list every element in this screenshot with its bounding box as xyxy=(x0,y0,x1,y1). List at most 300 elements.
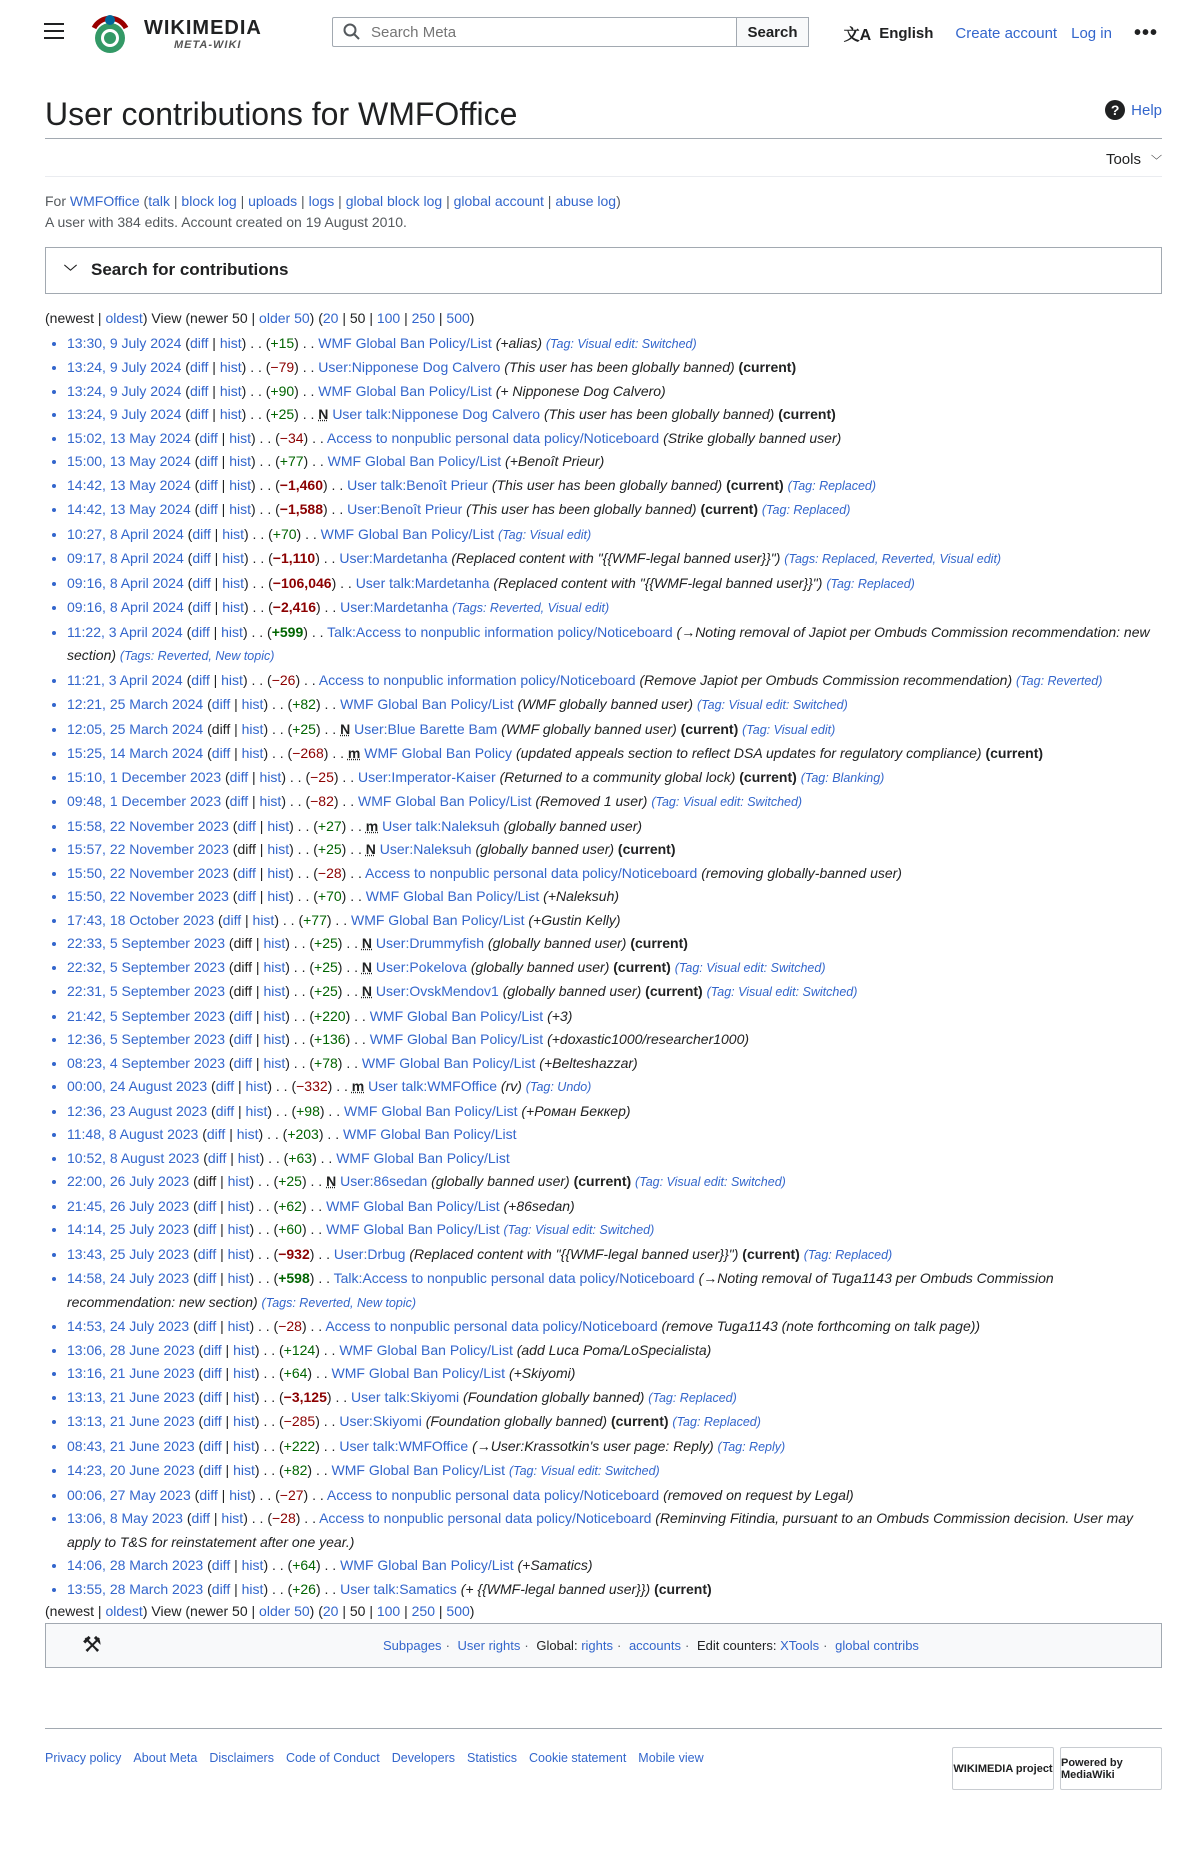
diff-link[interactable]: diff xyxy=(203,1413,222,1430)
contribution-date-link[interactable]: 21:42, 5 September 2023 xyxy=(67,1007,226,1024)
contribution-date-link[interactable]: 00:00, 24 August 2023 xyxy=(67,1078,208,1095)
diff-link[interactable]: diff xyxy=(229,793,249,810)
hist-link[interactable]: hist xyxy=(219,382,242,399)
diff-link[interactable]: diff xyxy=(192,574,211,591)
contribution-date-link[interactable]: 13:24, 9 July 2024 xyxy=(67,382,182,399)
tags-label[interactable]: (Tags: Replaced, Reverted, Visual edit) xyxy=(784,552,1002,567)
contribution-item: • 00:06, 27 May 2023 (diff | hist) . . (−27) . . Access to nonpublic personal data policy/Noticeboard (removed on request by Legal) xyxy=(67,1484,1162,1508)
hist-link[interactable]: hist xyxy=(222,550,244,567)
contribution-date-link[interactable]: 22:31, 5 September 2023 xyxy=(67,983,226,1000)
subpages-link[interactable]: Subpages xyxy=(383,1638,442,1654)
diff-link[interactable]: diff xyxy=(199,429,218,446)
hist-link[interactable]: hist xyxy=(221,671,243,688)
current-label: (current) xyxy=(778,406,836,423)
footer-link[interactable]: Mobile view xyxy=(638,1751,704,1765)
contribution-date-link[interactable]: 15:00, 13 May 2024 xyxy=(67,453,191,470)
diff-link[interactable]: diff xyxy=(203,1341,222,1358)
hist-link[interactable]: hist xyxy=(267,817,290,834)
block-log-link[interactable]: block log xyxy=(181,192,237,209)
contribution-date-link[interactable]: 10:52, 8 August 2023 xyxy=(67,1149,200,1166)
contribution-date-link[interactable]: 13:24, 9 July 2024 xyxy=(67,359,182,376)
contribution-item: • 13:30, 9 July 2024 (diff | hist) . . (+15) . . WMF Global Ban Policy/List (+alias) (Tag: Visual edit: Switched) xyxy=(67,332,1162,357)
abuse-log-link[interactable]: abuse log xyxy=(555,192,617,209)
page-link[interactable]: User talk:Benoît Prieur xyxy=(347,476,488,493)
diff-link[interactable]: diff xyxy=(203,1437,222,1454)
diff-link[interactable]: diff xyxy=(211,745,231,762)
hist-link[interactable]: hist xyxy=(219,406,242,423)
page-link[interactable]: WMF Global Ban Policy/List xyxy=(369,1007,544,1024)
hist-link[interactable]: hist xyxy=(222,599,244,616)
hist-link[interactable]: hist xyxy=(219,359,242,376)
newer-label: newer 50 xyxy=(190,309,248,326)
contribution-date-link[interactable]: 11:22, 3 April 2024 xyxy=(67,623,183,640)
diff-link[interactable]: diff xyxy=(203,1365,222,1382)
footer-link[interactable]: Code of Conduct xyxy=(285,1751,380,1765)
tags-label[interactable]: (Tag: Reply) xyxy=(717,1439,786,1454)
limit-link[interactable]: 100 xyxy=(376,1603,401,1620)
size-change: −268 xyxy=(292,745,324,762)
contribution-date-link[interactable]: 09:48, 1 December 2023 xyxy=(67,793,222,810)
oldest-link[interactable]: oldest xyxy=(105,309,143,326)
diff-link[interactable]: diff xyxy=(189,406,209,423)
hist-link[interactable]: hist xyxy=(241,1557,264,1574)
hist-link[interactable]: hist xyxy=(227,1245,250,1262)
page-link[interactable]: WMF Global Ban Policy/List xyxy=(318,334,492,351)
diff-link[interactable]: diff xyxy=(203,1388,222,1405)
site-logo[interactable] xyxy=(84,8,262,60)
limit-label: 50 xyxy=(349,309,366,326)
diff-link[interactable]: diff xyxy=(237,864,256,881)
diff-link[interactable]: diff xyxy=(197,1197,217,1214)
limit-link[interactable]: 250 xyxy=(411,309,435,326)
hist-link[interactable]: hist xyxy=(227,1197,250,1214)
diff-link[interactable]: diff xyxy=(222,911,242,928)
hist-link[interactable]: hist xyxy=(221,1510,244,1527)
page-link[interactable]: WMF Global Ban Policy/List xyxy=(326,1221,500,1238)
diff-link[interactable]: diff xyxy=(197,1221,217,1238)
footer-link[interactable]: Developers xyxy=(391,1751,455,1765)
xtools-link[interactable]: XTools xyxy=(780,1638,820,1654)
page-link[interactable]: WMF Global Ban Policy/List xyxy=(369,1031,544,1048)
page-link[interactable]: User talk:Nipponese Dog Calvero xyxy=(332,406,541,423)
tags-label[interactable]: (Tag: Blanking) xyxy=(800,770,885,785)
hist-link[interactable]: hist xyxy=(267,888,290,905)
user-link[interactable]: WMFOffice xyxy=(69,192,140,209)
contribution-item: • 15:50, 22 November 2023 (diff | hist) . . (−28) . . Access to nonpublic personal data policy/Noticeboard (removing globally-banned user) xyxy=(67,862,1162,886)
footer-link[interactable]: Cookie statement xyxy=(529,1751,627,1765)
contribution-date-link[interactable]: 08:23, 4 September 2023 xyxy=(67,1054,226,1071)
hist-link[interactable]: hist xyxy=(227,1173,250,1190)
hist-link[interactable]: hist xyxy=(233,1365,255,1382)
hist-link[interactable]: hist xyxy=(233,1437,255,1454)
contribution-date-link[interactable]: 13:55, 28 March 2023 xyxy=(67,1580,204,1597)
page-link[interactable]: Talk:Access to nonpublic personal data policy/Noticeboard xyxy=(333,1270,695,1287)
chevron-down-icon: ﹀ xyxy=(1151,154,1162,167)
tags-label[interactable]: (Tags: Reverted, Visual edit) xyxy=(452,601,610,616)
diff-link[interactable]: diff xyxy=(233,1031,253,1048)
contribution-date-link[interactable]: 22:33, 5 September 2023 xyxy=(67,935,226,952)
contribution-date-link[interactable]: 09:17, 8 April 2024 xyxy=(67,550,184,567)
page-link[interactable]: WMF Global Ban Policy/List xyxy=(320,525,495,542)
hist-link[interactable]: hist xyxy=(222,525,244,542)
diff-link[interactable]: diff xyxy=(233,1007,253,1024)
contribution-date-link[interactable]: 15:25, 14 March 2024 xyxy=(67,745,204,762)
contribution-date-link[interactable]: 13:06, 8 May 2023 xyxy=(67,1510,183,1527)
contribution-date-link[interactable]: 09:16, 8 April 2024 xyxy=(67,599,184,616)
hist-link[interactable]: hist xyxy=(241,696,264,713)
contribution-date-link[interactable]: 15:57, 22 November 2023 xyxy=(67,841,229,858)
contribution-date-link[interactable]: 13:06, 28 June 2023 xyxy=(67,1341,195,1358)
hist-link[interactable]: hist xyxy=(222,574,244,591)
diff-link[interactable]: diff xyxy=(192,599,211,616)
page-link[interactable]: User:Drbug xyxy=(333,1245,406,1262)
contribution-date-link[interactable]: 12:21, 25 March 2024 xyxy=(67,696,204,713)
hist-link[interactable]: hist xyxy=(252,911,275,928)
contribution-date-link[interactable]: 12:36, 5 September 2023 xyxy=(67,1031,226,1048)
page-link[interactable]: WMF Global Ban Policy/List xyxy=(357,793,532,810)
hamburger-menu-icon[interactable] xyxy=(44,23,64,39)
minor-edit-flag: m xyxy=(351,1078,365,1095)
contribution-date-link[interactable]: 14:42, 13 May 2024 xyxy=(67,476,191,493)
tags-label[interactable]: (Tag: Replaced) xyxy=(672,1415,761,1430)
contribution-date-link[interactable]: 15:50, 22 November 2023 xyxy=(67,888,229,905)
edit-summary: (+3) xyxy=(547,1007,573,1024)
page-link[interactable]: User:Mardetanha xyxy=(339,550,448,567)
powered-by-mediawiki-badge[interactable]: Powered by MediaWiki xyxy=(1060,1747,1162,1790)
tags-label[interactable]: (Tag: Replaced) xyxy=(826,576,915,591)
page-link[interactable]: User:Benoît Prieur xyxy=(347,501,463,518)
hist-link[interactable]: hist xyxy=(263,1007,286,1024)
diff-link[interactable]: diff xyxy=(237,817,256,834)
help-icon: ? xyxy=(1105,100,1125,120)
global-account-link[interactable]: global account xyxy=(453,192,544,209)
page-link[interactable]: WMF Global Ban Policy/List xyxy=(318,382,492,399)
tags-label[interactable]: (Tag: Visual edit: Switched) xyxy=(503,1223,655,1238)
tags-label[interactable]: (Tag: Visual edit: Switched) xyxy=(635,1175,786,1190)
footer-link[interactable]: Statistics xyxy=(467,1751,518,1765)
contribution-date-link[interactable]: 13:30, 9 July 2024 xyxy=(67,334,182,351)
logs-link[interactable]: logs xyxy=(308,192,335,209)
page-link[interactable]: WMF Global Ban Policy/List xyxy=(339,1341,513,1358)
hist-link[interactable]: hist xyxy=(227,1221,250,1238)
tags-label[interactable]: (Tag: Visual edit: Switched) xyxy=(651,795,803,810)
page-link[interactable]: User:Mardetanha xyxy=(340,599,449,616)
hist-link[interactable]: hist xyxy=(221,623,243,640)
page-link[interactable]: User:Drummyfish xyxy=(375,935,485,952)
contribution-item: • 11:48, 8 August 2023 (diff | hist) . . (+203) . . WMF Global Ban Policy/List xyxy=(67,1123,1162,1147)
hist-link[interactable]: hist xyxy=(267,864,290,881)
contribution-item: • 13:06, 8 May 2023 (diff | hist) . . (−28) . . Access to nonpublic personal data policy/Noticeboard (Reminving Fitindia, pursuant to an Ombuds Commission decision. User may apply to T&S for reinstatement after one year.) xyxy=(67,1507,1162,1554)
page-link[interactable]: User talk:WMFOffice xyxy=(368,1078,498,1095)
size-change: +124 xyxy=(283,1341,316,1358)
hist-link[interactable]: hist xyxy=(233,1388,255,1405)
tags-label[interactable]: (Tags: Reverted, New topic) xyxy=(119,649,275,664)
search-button[interactable]: Search xyxy=(737,17,809,47)
more-options-icon[interactable]: ••• xyxy=(1133,22,1158,44)
hist-link[interactable]: hist xyxy=(229,1486,251,1503)
hist-link[interactable]: hist xyxy=(236,1126,259,1143)
contribution-date-link[interactable]: 14:14, 25 July 2023 xyxy=(67,1221,190,1238)
page-link[interactable]: User talk:Samatics xyxy=(340,1580,457,1597)
contribution-date-link[interactable]: 10:27, 8 April 2024 xyxy=(67,525,184,542)
hist-link[interactable]: hist xyxy=(263,1031,286,1048)
diff-link[interactable]: diff xyxy=(211,1580,231,1597)
hist-link[interactable]: hist xyxy=(263,935,286,952)
language-selector[interactable] xyxy=(844,22,934,45)
contribution-date-link[interactable]: 14:06, 28 March 2023 xyxy=(67,1557,204,1574)
contribution-date-link[interactable]: 15:50, 22 November 2023 xyxy=(67,864,229,881)
contribution-date-link[interactable]: 11:48, 8 August 2023 xyxy=(67,1126,199,1143)
tags-label[interactable]: (Tags: Reverted, New topic) xyxy=(261,1295,417,1310)
contribution-date-link[interactable]: 13:43, 25 July 2023 xyxy=(67,1245,190,1262)
contribution-date-link[interactable]: 14:58, 24 July 2023 xyxy=(67,1270,190,1287)
hist-link[interactable]: hist xyxy=(229,501,251,518)
diff-link[interactable]: diff xyxy=(189,334,209,351)
tags-label[interactable]: (Tag: Visual edit) xyxy=(498,527,592,542)
diff-link[interactable]: diff xyxy=(207,1149,227,1166)
contribution-date-link[interactable]: 15:58, 22 November 2023 xyxy=(67,817,229,834)
help-link[interactable] xyxy=(1105,100,1162,120)
page-link[interactable]: User:OvskMendov1 xyxy=(375,983,499,1000)
page-link[interactable]: Access to nonpublic information policy/Noticeboard xyxy=(318,671,636,688)
page-link[interactable]: User:Skiyomi xyxy=(339,1413,422,1430)
diff-link[interactable]: diff xyxy=(191,1510,210,1527)
global-contribs-link[interactable]: global contribs xyxy=(835,1638,919,1654)
page-link[interactable]: User:Naleksuh xyxy=(379,841,472,858)
hist-link[interactable]: hist xyxy=(227,1318,250,1335)
diff-link[interactable]: diff xyxy=(215,1078,235,1095)
diff-link[interactable]: diff xyxy=(197,1245,217,1262)
contribution-date-link[interactable]: 22:32, 5 September 2023 xyxy=(67,958,226,975)
uploads-link[interactable]: uploads xyxy=(248,192,298,209)
page-link[interactable]: User:Imperator-Kaiser xyxy=(357,768,496,785)
contribution-date-link[interactable]: 11:21, 3 April 2024 xyxy=(67,671,183,688)
contribution-item: • 13:55, 28 March 2023 (diff | hist) . . (+26) . . User talk:Samatics (+ {{WMF-legal banned user}}) (current) xyxy=(67,1578,1162,1602)
diff-link[interactable]: diff xyxy=(199,1486,218,1503)
contribution-date-link[interactable]: 21:45, 26 July 2023 xyxy=(67,1197,190,1214)
page-link[interactable]: WMF Global Ban Policy/List xyxy=(331,1462,506,1479)
hist-link[interactable]: hist xyxy=(233,1341,255,1358)
footer-link[interactable]: Disclaimers xyxy=(209,1751,274,1765)
page-link[interactable]: Access to nonpublic personal data policy/Noticeboard xyxy=(326,1486,660,1503)
tags-label[interactable]: (Tag: Visual edit: Switched) xyxy=(508,1464,660,1479)
diff-link[interactable]: diff xyxy=(197,1270,217,1287)
page-link[interactable]: Access to nonpublic personal data policy/Noticeboard xyxy=(325,1318,658,1335)
page-link[interactable]: Access to nonpublic personal data policy/Noticeboard xyxy=(319,1510,652,1527)
minor-edit-flag: m xyxy=(365,817,379,834)
logo-tagline: META-WIKI xyxy=(174,38,242,51)
search-box[interactable] xyxy=(332,17,737,47)
hist-link[interactable]: hist xyxy=(263,958,286,975)
diff-link[interactable]: diff xyxy=(229,768,249,785)
hist-link[interactable]: hist xyxy=(233,1413,255,1430)
hist-link[interactable]: hist xyxy=(227,1270,250,1287)
contribution-date-link[interactable]: 13:16, 21 June 2023 xyxy=(67,1365,195,1382)
diff-link[interactable]: diff xyxy=(215,1102,235,1119)
contribution-date-link[interactable]: 08:43, 21 June 2023 xyxy=(67,1437,195,1454)
diff-link[interactable]: diff xyxy=(199,476,218,493)
create-account-link[interactable]: Create account xyxy=(955,25,1058,42)
page-link[interactable]: WMF Global Ban Policy/List xyxy=(344,1102,518,1119)
page-link[interactable]: WMF Global Ban Policy/List xyxy=(365,888,540,905)
page-link[interactable]: Talk:Access to nonpublic information policy/Noticeboard xyxy=(327,623,673,640)
contribution-date-link[interactable]: 17:43, 18 October 2023 xyxy=(67,911,215,928)
page-link[interactable]: WMF Global Ban Policy/List xyxy=(342,1126,517,1143)
main-content xyxy=(45,66,1162,1668)
contribution-date-link[interactable]: 15:10, 1 December 2023 xyxy=(67,768,222,785)
diff-link[interactable]: diff xyxy=(192,525,211,542)
page-link[interactable]: WMF Global Ban Policy/List xyxy=(361,1054,536,1071)
page-link[interactable]: WMF Global Ban Policy/List xyxy=(327,453,502,470)
hist-link[interactable]: hist xyxy=(233,1462,255,1479)
tags-label[interactable]: (Tag: Reverted) xyxy=(1016,673,1103,688)
tags-label[interactable]: (Tag: Replaced) xyxy=(648,1390,737,1405)
tags-label[interactable]: (Tag: Visual edit: Switched) xyxy=(706,985,858,1000)
diff-link[interactable]: diff xyxy=(191,671,210,688)
page-link[interactable]: WMF Global Ban Policy/List xyxy=(340,1557,514,1574)
diff-link[interactable]: diff xyxy=(189,359,209,376)
hist-link[interactable]: hist xyxy=(229,476,251,493)
oldest-link[interactable]: oldest xyxy=(105,1603,143,1620)
hist-link[interactable]: hist xyxy=(263,1054,286,1071)
older-link[interactable]: older 50 xyxy=(259,1603,310,1620)
diff-link[interactable]: diff xyxy=(192,550,211,567)
page-link[interactable]: Access to nonpublic personal data policy/Noticeboard xyxy=(364,864,698,881)
contribution-item: • 13:16, 21 June 2023 (diff | hist) . . (+64) . . WMF Global Ban Policy/List (+Skiyomi) xyxy=(67,1362,1162,1386)
diff-link[interactable]: diff xyxy=(189,382,209,399)
diff-link[interactable]: diff xyxy=(191,623,210,640)
hist-link[interactable]: hist xyxy=(241,1580,264,1597)
tags-label[interactable]: (Tag: Replaced) xyxy=(787,478,877,493)
page-link[interactable]: User:Pokelova xyxy=(375,958,467,975)
hist-link[interactable]: hist xyxy=(245,1078,268,1095)
tags-label[interactable]: (Tag: Undo) xyxy=(525,1080,592,1095)
contribution-date-link[interactable]: 13:24, 9 July 2024 xyxy=(67,406,182,423)
hist-link[interactable]: hist xyxy=(245,1102,268,1119)
page-link[interactable]: WMF Global Ban Policy/List xyxy=(340,696,514,713)
page-link[interactable]: User talk:Mardetanha xyxy=(355,574,490,591)
diff-link[interactable]: diff xyxy=(211,1557,231,1574)
footer-link[interactable]: Privacy policy xyxy=(45,1751,122,1765)
hist-link[interactable]: hist xyxy=(259,768,282,785)
edit-summary: (Replaced content with "{{WMF-legal banned user}}") xyxy=(451,550,781,567)
hist-link[interactable]: hist xyxy=(259,793,282,810)
contribution-item: • 13:43, 25 July 2023 (diff | hist) . . (−932) . . User:Drbug (Replaced content with "{{WMF-legal banned user}}") (current) (Tag: Replaced) xyxy=(67,1243,1162,1268)
page-link[interactable]: WMF Global Ban Policy/List xyxy=(326,1197,500,1214)
search-input[interactable] xyxy=(369,23,713,42)
diff-link[interactable]: diff xyxy=(199,501,218,518)
contribution-item: • 14:23, 20 June 2023 (diff | hist) . . (+82) . . WMF Global Ban Policy/List (Tag: Visual edit: Switched) xyxy=(67,1459,1162,1484)
global-block-log-link[interactable]: global block log xyxy=(345,192,443,209)
limit-link[interactable]: 20 xyxy=(322,1603,339,1620)
contribution-date-link[interactable]: 15:02, 13 May 2024 xyxy=(67,429,191,446)
tags-label[interactable]: (Tag: Replaced) xyxy=(761,503,851,518)
contribution-date-link[interactable]: 22:00, 26 July 2023 xyxy=(67,1173,190,1190)
diff-link[interactable]: diff xyxy=(206,1126,226,1143)
hist-link[interactable]: hist xyxy=(241,745,264,762)
diff-link[interactable]: diff xyxy=(203,1462,222,1479)
hist-link[interactable]: hist xyxy=(229,453,251,470)
contribution-date-link[interactable]: 12:05, 25 March 2024 xyxy=(67,720,204,737)
tags-label[interactable]: (Tag: Visual edit: Switched) xyxy=(674,960,826,975)
page-link[interactable]: WMF Global Ban Policy/List xyxy=(336,1149,510,1166)
limit-link[interactable]: 20 xyxy=(322,309,339,326)
limit-link[interactable]: 250 xyxy=(411,1603,435,1620)
footer-link[interactable]: About Meta xyxy=(133,1751,198,1765)
hist-link[interactable]: hist xyxy=(263,983,286,1000)
contribution-date-link[interactable]: 09:16, 8 April 2024 xyxy=(67,574,184,591)
user-rights-link[interactable]: User rights xyxy=(457,1638,521,1654)
edit-summary: (globally banned user) xyxy=(487,935,627,952)
page-link[interactable]: WMF Global Ban Policy/List xyxy=(350,911,525,928)
diff-link[interactable]: diff xyxy=(199,453,218,470)
tags-label[interactable]: (Tag: Visual edit: Switched) xyxy=(545,336,697,351)
talk-link[interactable]: talk xyxy=(148,192,170,209)
hist-link[interactable]: hist xyxy=(267,841,290,858)
page-link[interactable]: User:Nipponese Dog Calvero xyxy=(318,359,501,376)
contribution-date-link[interactable]: 00:06, 27 May 2023 xyxy=(67,1486,191,1503)
diff-link[interactable]: diff xyxy=(197,1318,217,1335)
edit-summary: (globally banned user) xyxy=(475,841,615,858)
page-link[interactable]: User talk:Naleksuh xyxy=(382,817,500,834)
limit-link[interactable]: 100 xyxy=(376,309,401,326)
edit-summary: (Remove Japiot per Ombuds Commission recommendation) xyxy=(639,671,1013,688)
page-link[interactable]: WMF Global Ban Policy/List xyxy=(331,1365,506,1382)
hist-link[interactable]: hist xyxy=(237,1149,260,1166)
rights-link[interactable]: rights xyxy=(581,1638,613,1654)
diff-link[interactable]: diff xyxy=(233,1054,253,1071)
contribution-date-link[interactable]: 14:42, 13 May 2024 xyxy=(67,501,191,518)
page-link[interactable]: WMF Global Ban Policy xyxy=(364,745,513,762)
contribution-date-link[interactable]: 13:13, 21 June 2023 xyxy=(67,1413,195,1430)
log-in-link[interactable]: Log in xyxy=(1071,25,1112,42)
contribution-date-link[interactable]: 14:23, 20 June 2023 xyxy=(67,1462,195,1479)
search-contributions-toggle[interactable] xyxy=(45,247,1162,294)
diff-label: diff xyxy=(233,983,253,1000)
page-link[interactable]: User:Blue Barette Bam xyxy=(354,720,498,737)
tags-label[interactable]: (Tag: Visual edit: Switched) xyxy=(696,698,848,713)
help-label[interactable]: Help xyxy=(1131,101,1162,119)
tags-label[interactable]: (Tag: Visual edit) xyxy=(742,722,836,737)
page-link[interactable]: User:86sedan xyxy=(340,1173,428,1190)
tools-menu[interactable] xyxy=(1106,151,1162,168)
page-link[interactable]: User talk:Skiyomi xyxy=(351,1388,460,1405)
limit-link[interactable]: 500 xyxy=(446,1603,470,1620)
diff-link[interactable]: diff xyxy=(211,696,231,713)
accounts-link[interactable]: accounts xyxy=(628,1638,681,1654)
edit-summary: (globally banned user) xyxy=(503,817,643,834)
edit-counters-label: Edit counters: xyxy=(696,1638,777,1654)
diff-link[interactable]: diff xyxy=(237,888,256,905)
tags-label[interactable]: (Tag: Replaced) xyxy=(803,1247,893,1262)
page-link[interactable]: Access to nonpublic personal data policy/Noticeboard xyxy=(326,429,660,446)
hist-link[interactable]: hist xyxy=(229,429,251,446)
size-change: −3,125 xyxy=(283,1388,327,1405)
hist-link[interactable]: hist xyxy=(241,720,264,737)
size-change: −82 xyxy=(310,793,334,810)
hist-link[interactable]: hist xyxy=(219,334,242,351)
wikimedia-project-badge[interactable]: WIKIMEDIA project xyxy=(952,1747,1054,1790)
contribution-date-link[interactable]: 13:13, 21 June 2023 xyxy=(67,1388,195,1405)
page-link[interactable]: User talk:WMFOffice xyxy=(339,1437,469,1454)
limit-link[interactable]: 500 xyxy=(446,309,470,326)
contribution-date-link[interactable]: 12:36, 23 August 2023 xyxy=(67,1102,208,1119)
older-link[interactable]: older 50 xyxy=(259,309,310,326)
contribution-date-link[interactable]: 14:53, 24 July 2023 xyxy=(67,1318,190,1335)
current-label: (current) xyxy=(739,768,797,785)
edit-summary: (Foundation globally banned) xyxy=(425,1413,608,1430)
contribution-item: • 14:06, 28 March 2023 (diff | hist) . . (+64) . . WMF Global Ban Policy/List (+Samatics) xyxy=(67,1554,1162,1578)
